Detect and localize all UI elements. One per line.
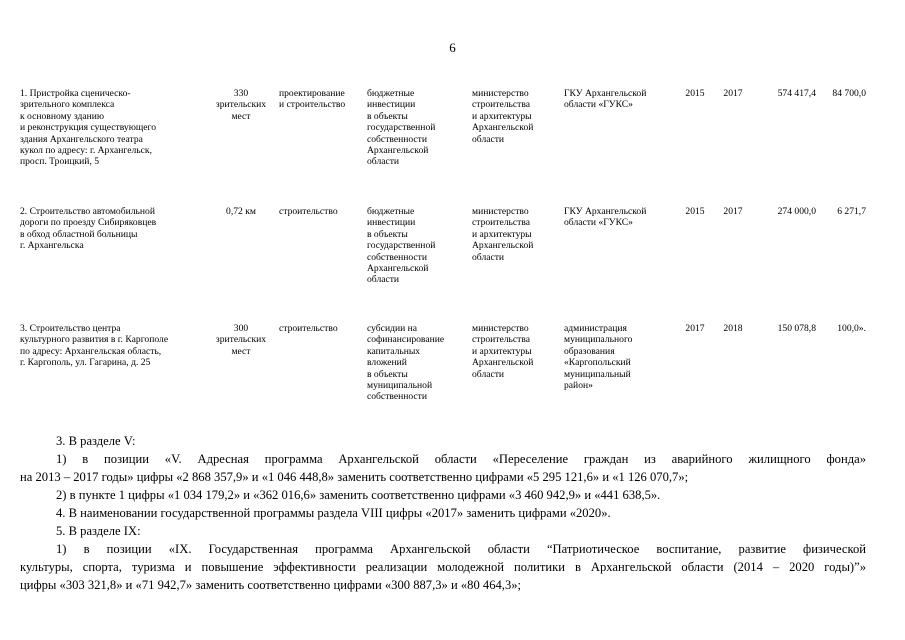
funding-type-cell: бюджетные инвестиции в объекты государственной собственности Архангельской области xyxy=(367,206,436,286)
year-end-cell: 2017 xyxy=(723,88,743,99)
year-start-cell: 2017 xyxy=(685,323,705,334)
paragraph-section-ix: 5. В разделе IX: xyxy=(56,524,141,538)
page-number: 6 xyxy=(449,40,456,55)
table-row xyxy=(20,88,866,206)
paragraph-item-1-line-1: 1) в позиции «V. Адресная программа Архангельской области «Переселение граждан из аварийного жилищного фонда» xyxy=(56,452,866,466)
work-type-cell: строительство xyxy=(279,323,338,334)
estimated-cost-cell: 150 078,8 xyxy=(777,323,816,334)
funding-type-cell: бюджетные инвестиции в объекты государственной собственности Архангельской области xyxy=(367,88,436,168)
work-type-cell: строительство xyxy=(279,206,338,217)
paragraph-ix-item-1-line-3: цифры «303 321,8» и «71 942,7» заменить соответственно цифрами «300 887,3» и «80 464,3»; xyxy=(20,578,522,592)
work-type-cell: проектирование и строительство xyxy=(279,88,346,111)
paragraph-item-2: 2) в пункте 1 цифры «1 034 179,2» и «362 016,6» заменить соответственно цифрами «3 460 942,9» и «441 638,5». xyxy=(56,488,661,502)
funding-limit-cell: 84 700,0 xyxy=(832,88,866,99)
paragraph-item-1-line-2: на 2013 – 2017 годы» цифры «2 868 357,9» и «1 046 448,8» заменить соответственно цифрами «5 295 121,6» и «1 126 070,7»; xyxy=(20,470,689,484)
year-end-cell: 2017 xyxy=(723,206,743,217)
estimated-cost-cell: 574 417,4 xyxy=(777,88,816,99)
capital-objects-table xyxy=(20,88,866,426)
estimated-cost-cell: 274 000,0 xyxy=(777,206,816,217)
year-start-cell: 2015 xyxy=(685,206,705,217)
object-name-cell: 2. Строительство автомобильной дороги по проезду Сибиряковцев в обход областной больницы г. Архангельска xyxy=(20,206,157,252)
year-start-cell: 2015 xyxy=(685,88,705,99)
capacity-cell: 0,72 км xyxy=(226,206,256,217)
object-name-cell: 3. Строительство центра культурного развития в г. Каргополе по адресу: Архангельская область, г. Каргополь, ул. Гагарина, д. 25 xyxy=(20,323,169,369)
funding-limit-cell: 6 271,7 xyxy=(837,206,866,217)
funding-type-cell: субсидии на софинансирование капитальных вложений в объекты муниципальной собственности xyxy=(367,323,445,403)
capacity-cell: 300 зрительских мест xyxy=(215,323,267,357)
paragraph-section-viii: 4. В наименовании государственной программы раздела VIII цифры «2017» заменить цифрами «2020». xyxy=(56,506,611,520)
executor-cell: ГКУ Архангельской области «ГУКС» xyxy=(564,88,647,111)
funding-limit-cell: 100,0». xyxy=(837,323,866,334)
year-end-cell: 2018 xyxy=(723,323,743,334)
paragraph-ix-item-1-line-2: культуры, спорта, туризма и повышение эффективности реализации молодежной политики в Архангельской области (2014 – 2020 годы)”» xyxy=(20,560,866,574)
paragraph-section-v: 3. В разделе V: xyxy=(56,434,136,448)
paragraph-ix-item-1-line-1: 1) в позиции «IX. Государственная программа Архангельской области “Патриотическое воспитание, развитие физической xyxy=(56,542,866,556)
amendments-text xyxy=(20,432,866,594)
table-row xyxy=(20,323,866,426)
customer-cell: министерство строительства и архитектуры Архангельской области xyxy=(472,323,534,380)
executor-cell: ГКУ Архангельской области «ГУКС» xyxy=(564,206,647,229)
table-row xyxy=(20,206,866,323)
customer-cell: министерство строительства и архитектуры Архангельской области xyxy=(472,206,534,263)
object-name-cell: 1. Пристройка сценическо- зрительного комплекса к основному зданию и реконструкция существующего здания Архангельского театра кукол по адресу: г. Архангельск, просп. Троицкий, 5 xyxy=(20,88,157,168)
executor-cell: администрация муниципального образования «Каргопольский муниципальный район» xyxy=(564,323,633,392)
customer-cell: министерство строительства и архитектуры Архангельской области xyxy=(472,88,534,145)
capacity-cell: 330 зрительских мест xyxy=(215,88,267,122)
